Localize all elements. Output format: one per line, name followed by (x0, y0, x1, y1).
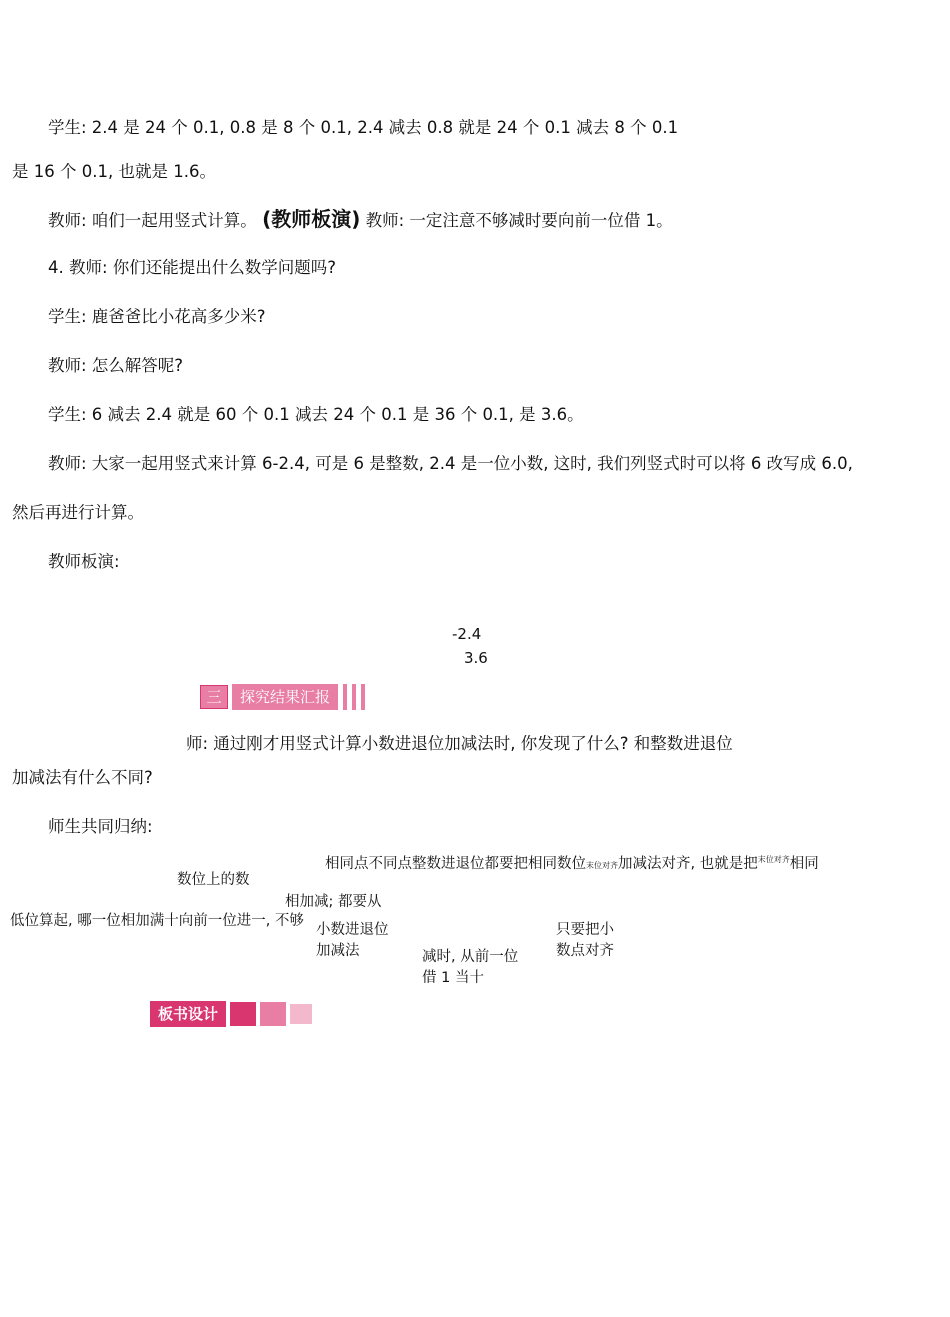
dialogue-line-2: 是 16 个 0.1, 也就是 1.6。 (12, 162, 216, 181)
summary-decimal-a: 小数进退位 (316, 922, 389, 938)
dialogue-line-6: 教师: 怎么解答呢? (48, 356, 184, 375)
summary-decimal-b: 加减法 (316, 943, 360, 959)
section-banner-label: 探究结果汇报 (232, 684, 338, 710)
teacher-demo-note: (教师板演) (262, 207, 361, 231)
summary-top-b: 加减法对齐, 也就是把 (618, 856, 758, 872)
dialogue-line-8: 教师: 大家一起用竖式来计算 6-2.4, 可是 6 是整数, 2.4 是一位小数, 这时, 我们列竖式时可以将 6 改写成 6.0, (48, 454, 853, 473)
dialogue-line-3-c: 教师: 一定注意不够减时要向前一位借 1。 (365, 211, 673, 230)
summary-top-sup: 末位对齐 (757, 855, 790, 864)
summary-low: 低位算起, 哪一位相加满十向前一位进一, 不够 (10, 913, 304, 929)
summary-borrow-b: 借 1 当十 (422, 970, 484, 986)
dialogue-line-3-a: 教师: 咱们一起用竖式计算。 (48, 211, 257, 230)
banner-stripe (352, 684, 356, 710)
summary-borrow-a: 减时, 从前一位 (422, 949, 519, 965)
calc-line-1: -2.4 (452, 625, 482, 643)
banner-square (290, 1004, 312, 1024)
board-design-banner (150, 1001, 312, 1027)
banner-stripe (361, 684, 365, 710)
report-line-3: 师生共同归纳: (48, 817, 153, 836)
summary-top-tiny: 末位对齐 (586, 861, 618, 870)
summary-align-b: 数点对齐 (556, 943, 614, 959)
dialogue-line-5: 学生: 鹿爸爸比小花高多少米? (48, 307, 266, 326)
banner-stripe (343, 684, 347, 710)
board-design-label: 板书设计 (150, 1001, 226, 1027)
dialogue-line-3 (48, 209, 673, 231)
summary-top-a: 相同点不同点整数进退位都要把相同数位 (325, 856, 586, 872)
section-banner (200, 684, 365, 710)
summary-digits: 数位上的数 (177, 872, 250, 888)
summary-align-a: 只要把小 (556, 922, 614, 938)
section-number-icon: 三 (200, 685, 228, 709)
banner-square (230, 1002, 256, 1026)
dialogue-line-4: 4. 教师: 你们还能提出什么数学问题吗? (48, 258, 337, 277)
dialogue-line-9: 然后再进行计算。 (12, 503, 144, 522)
calc-line-2: 3.6 (464, 649, 488, 667)
summary-add: 相加减; 都要从 (285, 894, 382, 910)
report-line-1: 师: 通过刚才用竖式计算小数进退位加减法时, 你发现了什么? 和整数进退位 (186, 734, 733, 753)
banner-square (260, 1002, 286, 1026)
summary-top-line (325, 851, 819, 875)
dialogue-line-7: 学生: 6 减去 2.4 就是 60 个 0.1 减去 24 个 0.1 是 36 个 0.1, 是 3.6。 (48, 405, 584, 424)
summary-top-c: 相同 (789, 856, 819, 872)
dialogue-line-1: 学生: 2.4 是 24 个 0.1, 0.8 是 8 个 0.1, 2.4 减去 0.8 就是 24 个 0.1 减去 8 个 0.1 (48, 118, 679, 137)
report-line-2: 加减法有什么不同? (12, 768, 153, 787)
dialogue-line-10: 教师板演: (48, 552, 120, 571)
